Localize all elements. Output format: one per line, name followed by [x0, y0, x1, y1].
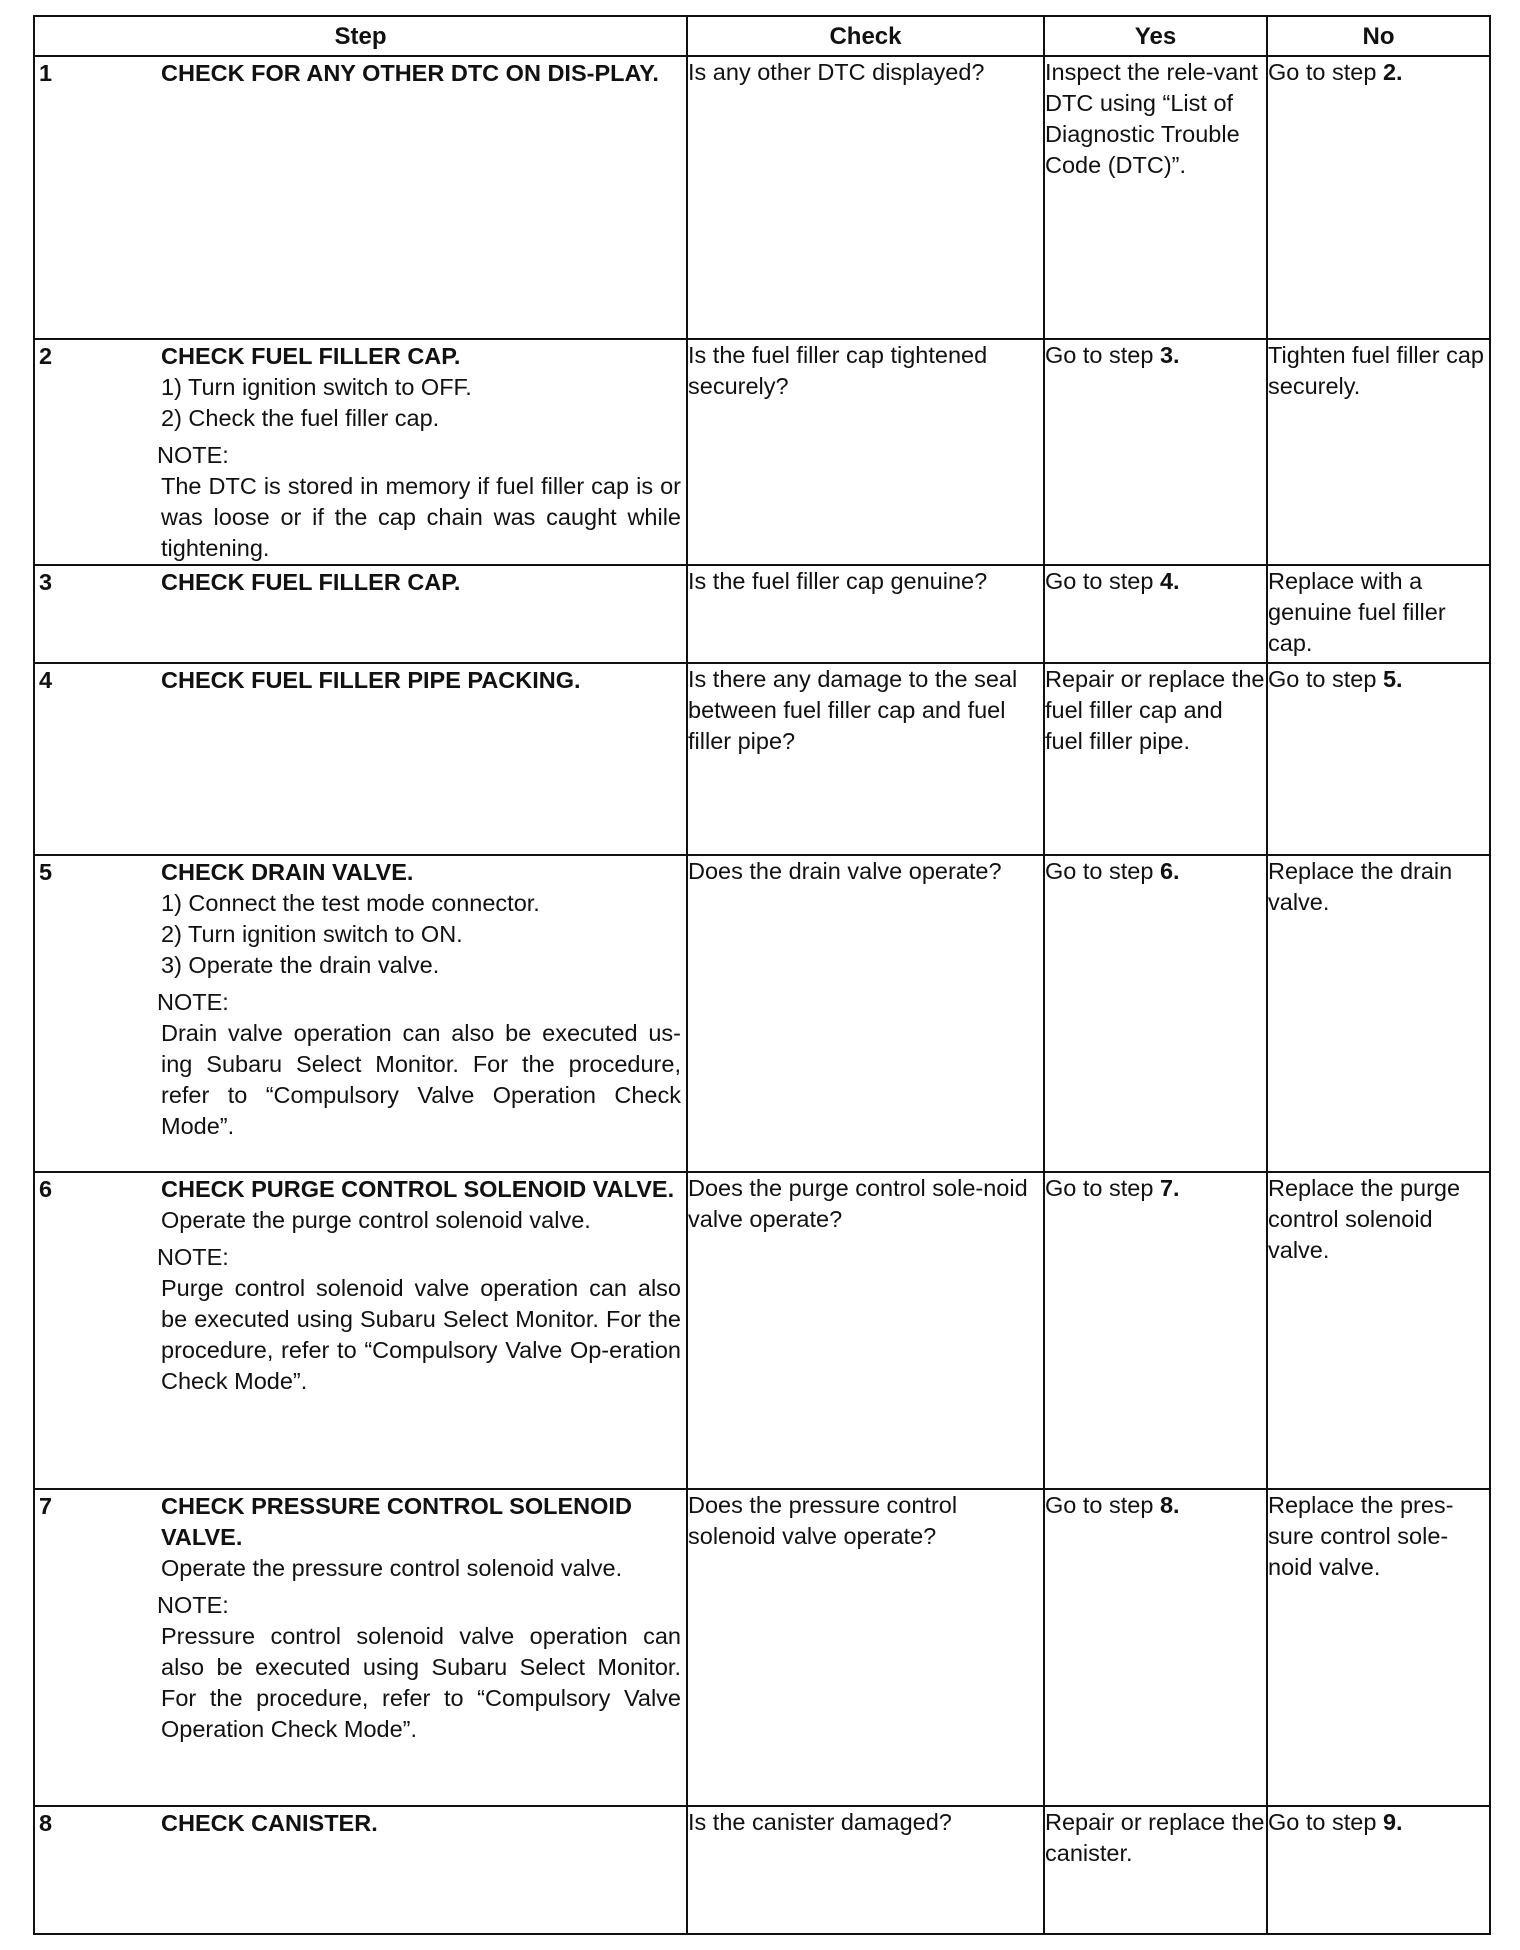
step-cell: [34, 339, 687, 565]
header-no: No: [1267, 16, 1490, 56]
check-cell: Is there any damage to the seal between fuel filler cap and fuel filler pipe?: [687, 663, 1044, 855]
step-body: [161, 1807, 686, 1839]
step-cell: [34, 56, 687, 339]
no-cell: [1267, 56, 1490, 339]
substep-list: [161, 888, 681, 981]
step-wrap: [35, 664, 686, 696]
yes-step-ref: 8.: [1159, 1492, 1180, 1518]
no-cell: [1267, 1172, 1490, 1489]
substep-item: 2) Turn ignition switch to ON.: [161, 921, 463, 947]
step-number: 4: [39, 667, 53, 693]
step-wrap: [35, 57, 686, 89]
yes-cell: [1044, 1489, 1267, 1806]
yes-cell: [1044, 1806, 1267, 1934]
step-title: CHECK FUEL FILLER CAP.: [161, 569, 461, 595]
no-cell: [1267, 339, 1490, 565]
table-row: [34, 1806, 1490, 1934]
check-cell: Is the fuel filler cap tightened securely?: [687, 339, 1044, 565]
step-cell: [34, 1806, 687, 1934]
step-body: [157, 1173, 686, 1397]
yes-text: Repair or replace the canister.: [1045, 1809, 1265, 1866]
no-step-ref: 2.: [1382, 59, 1403, 85]
yes-text: Go to step: [1045, 342, 1160, 368]
note-label: NOTE:: [157, 989, 229, 1015]
check-cell: Is the fuel filler cap genuine?: [687, 565, 1044, 663]
step-title: CHECK PURGE CONTROL SOLENOID VALVE.: [161, 1176, 675, 1202]
note-text: Drain valve operation can also be executed us-ing Subaru Select Monitor. For the procedure, refer to “Compulsory Valve Operation Check Mode”.: [161, 1020, 681, 1139]
step-number: 1: [39, 60, 53, 86]
table-row: [34, 663, 1490, 855]
yes-text: Repair or replace the fuel filler cap and fuel filler pipe.: [1045, 666, 1265, 754]
yes-text: Inspect the rele-vant DTC using “List of Diagnostic Trouble Code (DTC)”.: [1045, 59, 1258, 178]
no-text: Replace the pres-sure control sole-noid valve.: [1268, 1492, 1454, 1580]
note-text: Pressure control solenoid valve operation can also be executed using Subaru Select Monitor. For the procedure, refer to “Compulsory Valve Operation Check Mode”.: [161, 1623, 681, 1742]
step-wrap: [35, 1807, 686, 1839]
check-cell: Does the pressure control solenoid valve operate?: [687, 1489, 1044, 1806]
no-text: Go to step: [1268, 59, 1383, 85]
yes-cell: [1044, 1172, 1267, 1489]
step-instruction: Operate the pressure control solenoid valve.: [161, 1555, 623, 1581]
no-cell: [1267, 565, 1490, 663]
step-body: [161, 566, 686, 598]
step-wrap: [35, 340, 686, 564]
step-number: 6: [39, 1176, 53, 1202]
check-cell: Does the drain valve operate?: [687, 855, 1044, 1172]
step-wrap: [35, 1490, 686, 1745]
step-number: 3: [39, 569, 53, 595]
no-cell: [1267, 1489, 1490, 1806]
table-row: [34, 339, 1490, 565]
step-cell: [34, 855, 687, 1172]
note-text: Purge control solenoid valve operation can also be executed using Subaru Select Monitor. For the procedure, refer to “Compulsory Valve Op-eration Check Mode”.: [161, 1275, 681, 1394]
table-row: [34, 1172, 1490, 1489]
substep-item: 3) Operate the drain valve.: [161, 952, 440, 978]
yes-cell: [1044, 565, 1267, 663]
substep-item: 1) Connect the test mode connector.: [161, 890, 540, 916]
check-cell: Is any other DTC displayed?: [687, 56, 1044, 339]
step-cell: [34, 1489, 687, 1806]
no-text: Go to step: [1268, 666, 1383, 692]
table-row: [34, 56, 1490, 339]
step-wrap: [35, 1173, 686, 1397]
yes-cell: [1044, 56, 1267, 339]
diagnostic-table: [33, 15, 1491, 1935]
no-cell: [1267, 1806, 1490, 1934]
check-cell: Does the purge control sole-noid valve operate?: [687, 1172, 1044, 1489]
table-row: [34, 855, 1490, 1172]
substep-list: [161, 372, 681, 434]
no-step-ref: 9.: [1382, 1809, 1403, 1835]
yes-text: Go to step: [1045, 858, 1160, 884]
step-number: 2: [39, 343, 53, 369]
note-text: The DTC is stored in memory if fuel filler cap is or was loose or if the cap chain was caught while tightening.: [161, 473, 681, 561]
step-title: CHECK FOR ANY OTHER DTC ON DIS-PLAY.: [161, 60, 659, 86]
step-wrap: [35, 566, 686, 598]
substep-item: 1) Turn ignition switch to OFF.: [161, 374, 472, 400]
no-text: Replace with a genuine fuel filler cap.: [1268, 568, 1446, 656]
header-step: Step: [34, 16, 687, 56]
no-text: Tighten fuel filler cap securely.: [1268, 342, 1484, 399]
no-step-ref: 5.: [1382, 666, 1403, 692]
step-body: [161, 664, 686, 696]
yes-text: Go to step: [1045, 1175, 1160, 1201]
header-check: Check: [687, 16, 1044, 56]
check-cell: Is the canister damaged?: [687, 1806, 1044, 1934]
yes-cell: [1044, 663, 1267, 855]
yes-text: Go to step: [1045, 568, 1160, 594]
table-row: [34, 1489, 1490, 1806]
note-label: NOTE:: [157, 1244, 229, 1270]
note-label: NOTE:: [157, 442, 229, 468]
header-yes: Yes: [1044, 16, 1267, 56]
step-number: 7: [39, 1493, 53, 1519]
step-number: 5: [39, 859, 53, 885]
step-body: [157, 1490, 686, 1745]
step-instruction: Operate the purge control solenoid valve.: [161, 1207, 591, 1233]
yes-step-ref: 4.: [1159, 568, 1180, 594]
yes-text: Go to step: [1045, 1492, 1160, 1518]
step-wrap: [35, 856, 686, 1142]
step-body: [161, 57, 686, 89]
no-cell: [1267, 855, 1490, 1172]
table-row: [34, 565, 1490, 663]
step-title: CHECK FUEL FILLER PIPE PACKING.: [161, 667, 581, 693]
no-text: Replace the purge control solenoid valve.: [1268, 1175, 1461, 1263]
step-cell: [34, 663, 687, 855]
table-header-row: [34, 16, 1490, 56]
substep-item: 2) Check the fuel filler cap.: [161, 405, 440, 431]
step-body: [157, 340, 686, 564]
step-title: CHECK FUEL FILLER CAP.: [161, 343, 461, 369]
step-title: CHECK CANISTER.: [161, 1810, 378, 1836]
step-body: [157, 856, 686, 1142]
step-number: 8: [39, 1810, 53, 1836]
step-cell: [34, 1172, 687, 1489]
step-title: CHECK DRAIN VALVE.: [161, 859, 414, 885]
step-title: CHECK PRESSURE CONTROL SOLENOID VALVE.: [161, 1493, 632, 1550]
no-cell: [1267, 663, 1490, 855]
yes-cell: [1044, 339, 1267, 565]
step-cell: [34, 565, 687, 663]
yes-cell: [1044, 855, 1267, 1172]
no-text: Replace the drain valve.: [1268, 858, 1453, 915]
no-text: Go to step: [1268, 1809, 1383, 1835]
note-label: NOTE:: [157, 1592, 229, 1618]
yes-step-ref: 6.: [1159, 858, 1180, 884]
yes-step-ref: 3.: [1159, 342, 1180, 368]
yes-step-ref: 7.: [1159, 1175, 1180, 1201]
